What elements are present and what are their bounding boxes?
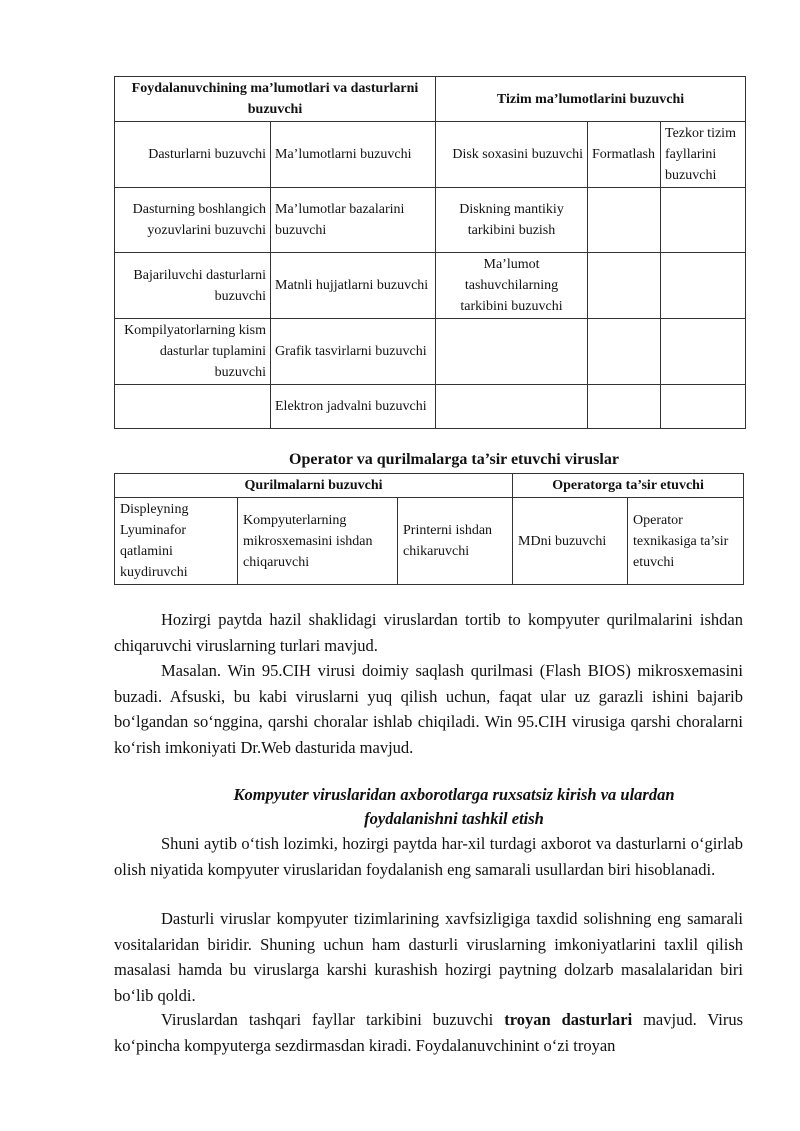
section-heading-line-2: foydalanishni tashkil etish xyxy=(364,809,544,828)
table1-cell xyxy=(436,319,588,385)
table1-cell xyxy=(588,188,661,253)
table1-cell: Disk soxasini buzuvchi xyxy=(436,122,588,188)
table1-cell: Ma’lumotlar bazalarini buzuvchi xyxy=(271,188,436,253)
table1-cell: Grafik tasvirlarni buzuvchi xyxy=(271,319,436,385)
table1-cell: Diskning mantikiy tarkibini buzish xyxy=(436,188,588,253)
table2-cell: MDni buzuvchi xyxy=(513,498,628,585)
bold-term: troyan dasturlari xyxy=(504,1010,633,1029)
table2-cell: Printerni ishdan chikaruvchi xyxy=(398,498,513,585)
table1-cell: Matnli hujjatlarni buzuvchi xyxy=(271,253,436,319)
table1-cell: Kompilyatorlarning kism dasturlar tuplamini buzuvchi xyxy=(115,319,271,385)
paragraph-1: Hozirgi paytda hazil shaklidagi viruslardan tortib to kompyuter qurilmalarini ishdan chiqaruvchi viruslarning turlari mavjud. xyxy=(114,610,743,655)
table1-cell xyxy=(588,385,661,429)
table1-cell xyxy=(436,385,588,429)
table1-cell: Ma’lumot tashuvchilarning tarkibini buzuvchi xyxy=(436,253,588,319)
table1-cell: Ma’lumotlarni buzuvchi xyxy=(271,122,436,188)
table1-cell: Dasturlarni buzuvchi xyxy=(115,122,271,188)
table2-cell: Displeyning Lyuminafor qatlamini kuydiruvchi xyxy=(115,498,238,585)
table1-cell xyxy=(115,385,271,429)
virus-classification-table xyxy=(114,76,746,429)
table2-title: Operator va qurilmalarga ta’sir etuvchi viruslar xyxy=(289,451,619,468)
table1-cell: Elektron jadvalni buzuvchi xyxy=(271,385,436,429)
table1-cell xyxy=(588,253,661,319)
paragraph-2: Masalan. Win 95.CIH virusi doimiy saqlash qurilmasi (Flash BIOS) mikrosxemasini buzadi. Afsuski, bu kabi viruslarni yuq qilish uchun, faqat ular uz garazli ishini bajarib bo‘lgandan so‘nggina, qarshi choralar ishlab chiqiladi. Win 95.CIH virusiga qarshi choralarni ko‘rish imkoniyati Dr.Web dasturida mavjud. xyxy=(114,661,743,757)
table2-header-operator: Operatorga ta’sir etuvchi xyxy=(513,474,744,498)
table1-cell xyxy=(661,319,746,385)
table2-cell: Operator texnikasiga ta’sir etuvchi xyxy=(628,498,744,585)
paragraph-4: Dasturli viruslar kompyuter tizimlarining xavfsizligiga taxdid solishning eng samarali vositalaridan biridir. Shuning uchun ham dasturli viruslarning imkoniyatlarini taxlil qilish masalasi hamda bu viruslarga karshi kurashish hozirgi paytning dolzarb masalalaridan biri bo‘lib qoldi. xyxy=(114,909,743,1005)
device-operator-virus-table xyxy=(114,473,744,585)
table1-header-user: Foydalanuvchining ma’lumotlari va dasturlarni buzuvchi xyxy=(115,77,436,122)
table1-cell xyxy=(661,253,746,319)
paragraph-3: Shuni aytib o‘tish lozimki, hozirgi paytda har-xil turdagi axborot va dasturlarni o‘girlab olish niyatida kompyuter viruslaridan foydalanish eng samarali usullardan biri hisoblanadi. xyxy=(114,834,743,879)
table1-cell xyxy=(588,319,661,385)
table2-cell: Kompyuterlarning mikrosxemasini ishdan chiqaruvchi xyxy=(238,498,398,585)
table2-header-devices: Qurilmalarni buzuvchi xyxy=(115,474,513,498)
table1-cell: Dasturning boshlangich yozuvlarini buzuvchi xyxy=(115,188,271,253)
table1-cell: Bajariluvchi dasturlarni buzuvchi xyxy=(115,253,271,319)
table1-cell xyxy=(661,188,746,253)
table1-header-system: Tizim ma’lumotlarini buzuvchi xyxy=(436,77,746,122)
table1-cell: Formatlash xyxy=(588,122,661,188)
paragraph-5: Viruslardan tashqari fayllar tarkibini buzuvchi troyan dasturlari mavjud. Virus ko‘pincha kompyuterga sezdirmasdan kiradi. Foydalanuvchinint o‘zi troyan xyxy=(114,1010,744,1055)
section-heading-line-1: Kompyuter viruslaridan axborotlarga ruxsatsiz kirish va ulardan xyxy=(233,785,675,804)
table1-cell: Tezkor tizim fayllarini buzuvchi xyxy=(661,122,746,188)
table1-cell xyxy=(661,385,746,429)
